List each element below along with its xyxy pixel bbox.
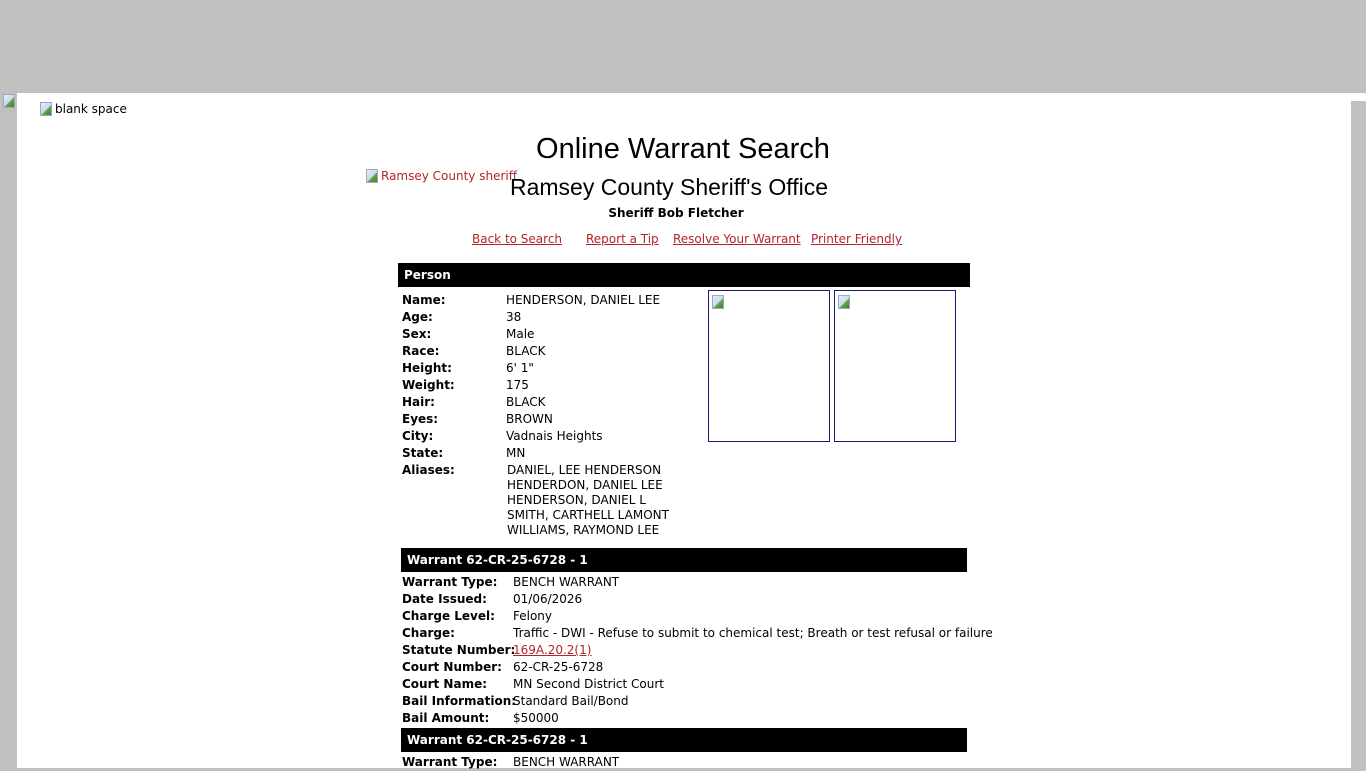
field-label: Aliases:	[402, 463, 455, 477]
field-label: Charge:	[402, 626, 455, 640]
field-label: Bail Amount:	[402, 711, 490, 725]
broken-image-icon	[2, 93, 18, 109]
field-label: Sex:	[402, 327, 432, 341]
field-label: Warrant Type:	[402, 575, 498, 589]
field-label: Charge Level:	[402, 609, 495, 623]
broken-image-icon	[837, 294, 853, 310]
field-label: Court Number:	[402, 660, 502, 674]
field-value: Vadnais Heights	[506, 429, 603, 443]
alias-item: SMITH, CARTHELL LAMONT	[507, 508, 669, 522]
field-label: Age:	[402, 310, 433, 324]
field-label: State:	[402, 446, 444, 460]
field-label: Eyes:	[402, 412, 439, 426]
broken-image-icon	[39, 101, 55, 117]
broken-image-icon	[711, 294, 727, 310]
warrant-header: Warrant 62-CR-25-6728 - 1	[401, 548, 967, 572]
field-label: Name:	[402, 293, 446, 307]
sheriff-name: Sheriff Bob Fletcher	[608, 206, 744, 220]
field-label: Hair:	[402, 395, 435, 409]
field-value: Male	[506, 327, 535, 341]
field-label: Date Issued:	[402, 592, 487, 606]
blank-space-alt-text: blank space	[55, 102, 127, 116]
logo-alt-text: Ramsey County sheriff	[381, 169, 517, 183]
field-value: HENDERSON, DANIEL LEE	[506, 293, 661, 307]
field-value: 38	[506, 310, 522, 324]
mugshot-side	[834, 290, 956, 442]
field-label: Bail Information:	[402, 694, 517, 708]
field-label: Height:	[402, 361, 452, 375]
alias-item: DANIEL, LEE HENDERSON	[507, 463, 662, 477]
field-value: BLACK	[506, 344, 546, 358]
field-value: BENCH WARRANT	[513, 755, 620, 769]
field-value: Traffic - DWI - Refuse to submit to chemical test; Breath or test refusal or failure	[513, 626, 993, 640]
alias-item: WILLIAMS, RAYMOND LEE	[507, 523, 660, 537]
person-header: Person	[398, 263, 970, 287]
right-gap	[1351, 93, 1366, 101]
field-value: MN Second District Court	[513, 677, 665, 691]
aliases-list	[507, 463, 669, 538]
field-label: Statute Number:	[402, 643, 516, 657]
field-label: Race:	[402, 344, 440, 358]
field-value: 62-CR-25-6728	[513, 660, 604, 674]
report-a-tip-link[interactable]: Report a Tip	[586, 232, 659, 246]
alias-item: HENDERDON, DANIEL LEE	[507, 478, 663, 492]
right-gutter	[1351, 101, 1366, 768]
field-value: Felony	[513, 609, 553, 623]
field-value: $50000	[513, 711, 559, 725]
field-value: BENCH WARRANT	[513, 575, 620, 589]
mugshot-front	[708, 290, 830, 442]
field-value: MN	[506, 446, 526, 460]
printer-friendly-link[interactable]: Printer Friendly	[811, 232, 903, 246]
field-value: Standard Bail/Bond	[513, 694, 629, 708]
field-value: 175	[506, 378, 529, 392]
field-value: BLACK	[506, 395, 546, 409]
alias-item: HENDERSON, DANIEL L	[507, 493, 646, 507]
field-label: City:	[402, 429, 434, 443]
page-title: Online Warrant Search	[536, 133, 830, 165]
statute-link[interactable]: 169A.20.2(1)	[513, 643, 592, 657]
blank-space-image	[39, 101, 127, 117]
back-to-search-link[interactable]: Back to Search	[472, 232, 563, 246]
broken-image-icon	[365, 168, 381, 184]
field-label: Warrant Type:	[402, 755, 498, 769]
top-band	[0, 0, 1366, 93]
field-label: Court Name:	[402, 677, 488, 691]
field-value: 01/06/2026	[513, 592, 583, 606]
office-name: Ramsey County Sheriff's Office	[510, 174, 829, 200]
sheriff-logo	[365, 168, 517, 184]
field-label: Weight:	[402, 378, 455, 392]
resolve-warrant-link[interactable]: Resolve Your Warrant	[673, 232, 801, 246]
field-value: BROWN	[506, 412, 553, 426]
warrant-header: Warrant 62-CR-25-6728 - 1	[401, 728, 967, 752]
field-value: 6' 1"	[506, 361, 534, 375]
